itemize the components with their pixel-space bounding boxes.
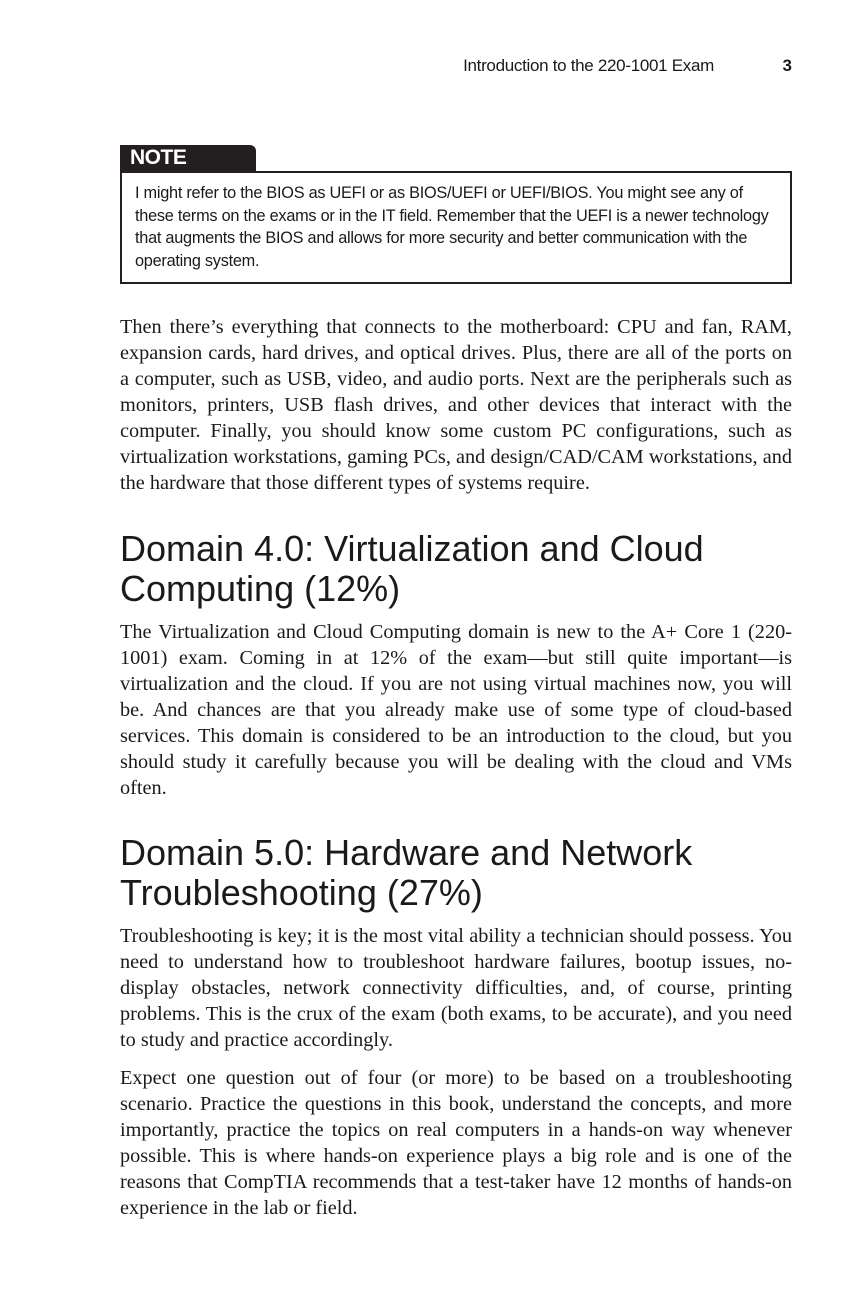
- intro-paragraph: Then there’s everything that connects to the motherboard: CPU and fan, RAM, expansion cards, hard drives, and optical drives. Plus, there are all of the ports on a computer, such as USB, video, and audio ports. Next are the peripherals such as monitors, printers, USB flash drives, and other devices that interact with the computer. Finally, you should know some custom PC configurations, such as virtualization workstations, gaming PCs, and design/CAD/CAM workstations, and the hardware that those different types of systems require.: [120, 316, 792, 494]
- domain-5-paragraph-1: Troubleshooting is key; it is the most vital ability a technician should possess. You need to understand how to troubleshoot hardware failures, bootup issues, no-display obstacles, network connectivity difficulties, and, of course, printing problems. This is the crux of the exam (both exams, to be accurate), and you need to study and practice accordingly.: [120, 925, 792, 1051]
- note-label: NOTE: [120, 145, 256, 171]
- domain-4-heading: Domain 4.0: Virtualization and Cloud Computing (12%): [120, 528, 704, 609]
- page-number: 3: [782, 56, 792, 75]
- note-callout: [120, 145, 792, 284]
- running-header: [120, 56, 792, 78]
- running-header-title: Introduction to the 220-1001 Exam: [463, 56, 714, 75]
- domain-5-paragraph-2: Expect one question out of four (or more) to be based on a troubleshooting scenario. Practice the questions in this book, understand the concepts, and more importantly, practice the topics on real computers in a hands-on way whenever possible. This is where hands-on experience plays a big role and is one of the reasons that CompTIA recommends that a test-taker have 12 months of hands-on experience in the lab or field.: [120, 1067, 792, 1219]
- domain-4-paragraph: The Virtualization and Cloud Computing domain is new to the A+ Core 1 (220-1001) exam. Coming in at 12% of the exam—but still quite important—is virtualization and the cloud. If you are not using virtual machines now, you will be. And chances are that you already make use of some type of cloud-based services. This domain is considered to be an introduction to the cloud, but you should study it carefully because you will be dealing with the cloud and VMs often.: [120, 621, 792, 799]
- note-text: I might refer to the BIOS as UEFI or as BIOS/UEFI or UEFI/BIOS. You might see any of these terms on the exams or in the IT field. Remember that the UEFI is a newer technology that augments the BIOS and allows for more security and better communication with the operating system.: [120, 171, 792, 284]
- domain-5-heading: Domain 5.0: Hardware and Network Troubleshooting (27%): [120, 832, 693, 913]
